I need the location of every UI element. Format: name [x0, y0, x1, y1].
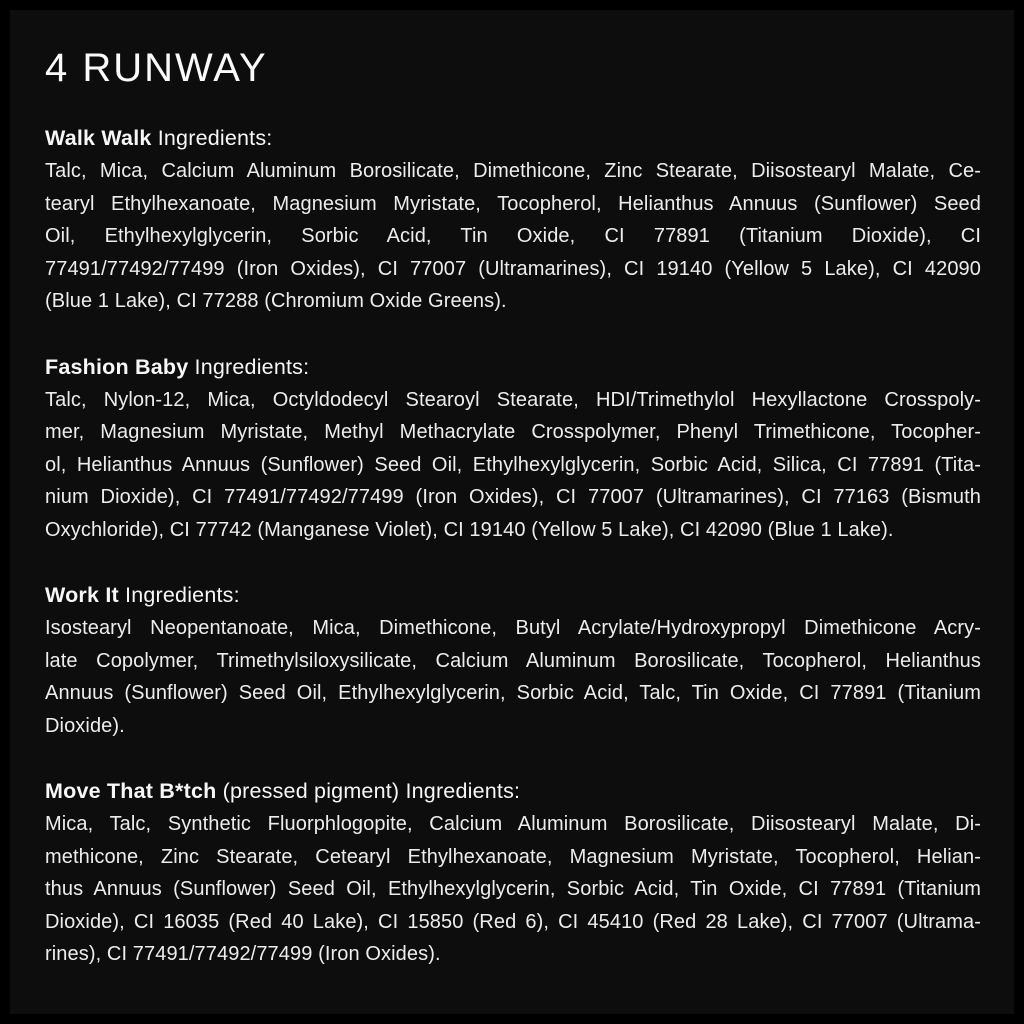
product-name: Walk Walk: [45, 126, 152, 150]
ingredient-line: mer, Magnesium Myristate, Methyl Methacrylate Crosspolymer, Phenyl Trimethicone, Tocopher-: [45, 421, 981, 443]
ingredient-line: Oxychloride), CI 77742 (Manganese Violet), CI 19140 (Yellow 5 Lake), CI 42090 (Blue 1 Lake).: [45, 518, 894, 541]
product-name: Work It: [45, 583, 119, 607]
ingredient-line: Talc, Mica, Calcium Aluminum Borosilicate, Dimethicone, Zinc Stearate, Diisostearyl Malate, Ce-: [45, 160, 981, 182]
section-heading: [45, 122, 981, 155]
ingredient-line: Dioxide).: [45, 714, 125, 737]
ingredient-line: rines), CI 77491/77492/77499 (Iron Oxides).: [45, 943, 441, 965]
ingredient-line: 77491/77492/77499 (Iron Oxides), CI 77007 (Ultramarines), CI 19140 (Yellow 5 Lake), CI 42090: [45, 257, 981, 280]
product-name: Move That B*tch: [45, 779, 217, 803]
ingredient-line: methicone, Zinc Stearate, Cetearyl Ethylhexanoate, Magnesium Myristate, Tocopherol, Helian-: [45, 845, 981, 868]
ingredient-line: (Blue 1 Lake), CI 77288 (Chromium Oxide Greens).: [45, 290, 507, 312]
section-heading: [45, 579, 981, 612]
ingredient-line: Oil, Ethylhexylglycerin, Sorbic Acid, Tin Oxide, CI 77891 (Titanium Dioxide), CI: [45, 225, 981, 247]
heading-suffix: Ingredients:: [188, 354, 310, 379]
product-name: Fashion Baby: [45, 354, 189, 379]
ingredients-section: [45, 351, 981, 547]
page-title: 4 RUNWAY: [45, 46, 268, 90]
ingredients-sections: [45, 122, 981, 971]
heading-suffix: Ingredients:: [151, 126, 273, 150]
ingredient-line: tearyl Ethylhexanoate, Magnesium Myristate, Tocopherol, Helianthus Annuus (Sunflower) Seed: [45, 192, 981, 215]
ingredients-card: [10, 10, 1014, 1014]
ingredients-section: [45, 775, 981, 971]
ingredient-line: Dioxide), CI 16035 (Red 40 Lake), CI 15850 (Red 6), CI 45410 (Red 28 Lake), CI 77007 (Ultrama-: [45, 910, 981, 933]
ingredients-section: [45, 579, 981, 742]
card-content: [45, 46, 981, 1014]
ingredient-line: Talc, Nylon-12, Mica, Octyldodecyl Stearoyl Stearate, HDI/Trimethylol Hexyllactone Crosspoly-: [45, 388, 981, 411]
ingredient-line: nium Dioxide), CI 77491/77492/77499 (Iron Oxides), CI 77007 (Ultramarines), CI 77163 (Bismuth: [45, 486, 981, 508]
section-heading: [45, 351, 981, 384]
ingredient-line: thus Annuus (Sunflower) Seed Oil, Ethylhexylglycerin, Sorbic Acid, Tin Oxide, CI 77891 (Titanium: [45, 878, 981, 900]
section-heading: [45, 775, 981, 808]
heading-suffix: (pressed pigment) Ingredients:: [216, 779, 521, 803]
heading-suffix: Ingredients:: [118, 583, 240, 607]
ingredient-line: Isostearyl Neopentanoate, Mica, Dimethicone, Butyl Acrylate/Hydroxypropyl Dimethicone Acry-: [45, 617, 981, 639]
ingredient-line: Annuus (Sunflower) Seed Oil, Ethylhexylglycerin, Sorbic Acid, Talc, Tin Oxide, CI 77891 (Titanium: [45, 682, 981, 704]
ingredient-line: late Copolymer, Trimethylsiloxysilicate, Calcium Aluminum Borosilicate, Tocopherol, Helianthus: [45, 649, 981, 672]
ingredient-line: Mica, Talc, Synthetic Fluorphlogopite, Calcium Aluminum Borosilicate, Diisostearyl Malate, Di-: [45, 813, 981, 835]
ingredient-line: ol, Helianthus Annuus (Sunflower) Seed Oil, Ethylhexylglycerin, Sorbic Acid, Silica, CI 77891 (Tita-: [45, 453, 981, 476]
ingredients-section: [45, 122, 981, 318]
